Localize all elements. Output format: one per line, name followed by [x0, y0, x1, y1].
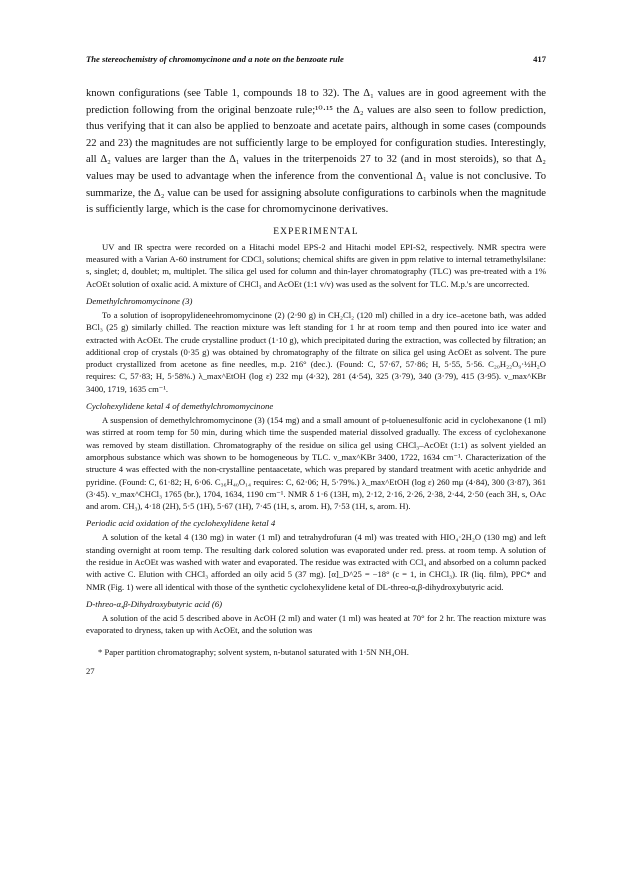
- intro-paragraph: known configurations (see Table 1, compounds 18 to 32). The Δ₁ values are in good agreement with the prediction following from the original benzoate rule;¹⁰·¹⁵ the Δ₂ values are also seen to follow prediction, thus verifying that it can also be applied to benzoate and acetate pairs, although in some cases (compounds 22 and 23) the magnitudes are not sufficiently large to be employed for configuration studies. Interestingly, all Δ₂ values are larger than the Δ₁ values in the triterpenoids 27 to 32 (and in most steroids), so that Δ₂ values may be used to advantage when the inference from the conventional Δ₁ value is not conclusive. To summarize, the Δ₂ value can be used for assigning absolute configurations to carbinols when the magnitude is sufficiently large, which is the case for chromomycinone derivatives.: [86, 88, 546, 216]
- section-body-demethylchromomycinone: To a solution of isopropylideneehromomycinone (2) (2·90 g) in CH₂Cl₂ (120 ml) chilled in a dry ice–acetone bath, was added BCl₃ (25 g) similarly chilled. The reaction mixture was left standing for 1 hr at room temp and then poured into ice water and extracted with AcOEt. The crude crystalline product (1·10 g), which precipitated during the extraction, was collected by filtration; an additional crop of crystals (0·35 g) was obtained by chromatography of the filtrate on silica gel using AcOEt as solvent. The pure product crystallized from acetone as fine needles, m.p. 216° (dec.). (Found: C, 57·67, 57·86; H, 5·55, 5·56. C₂₀H₂₂O₉·½H₂O requires: C, 57·83; H, 5·58%.) λ_max^EtOH (log ε) 232 mμ (4·32), 281 (4·54), 325 (3·79), 340 (3·79), 415 (3·95). ν_max^KBr 3400, 1719, 1635 cm⁻¹.: [86, 309, 546, 394]
- section-heading-cyclohexylidene-ketal: Cyclohexylidene ketal 4 of demethylchromomycinone: [86, 401, 274, 412]
- section-heading-dihydroxybutyric-acid: D-threo-α,β-Dihydroxybutyric acid (6): [86, 598, 223, 609]
- section-body-cyclohexylidene-ketal: A suspension of demethylchromomycinone (3) (154 mg) and a small amount of p-toluenesulfonic acid in cyclohexanone (1 ml) was stirred at room temp for 50 min, during which time the suspended material dissolved gradually. The excess of cyclohexanone was removed by steam distillation. Chromatography of the residue on silica gel using CHCl₃–AcOEt (1:1) as solvent yielded an amorphous substance which was shown to be homogeneous by TLC. ν_max^KBr 3400, 1722, 1634 cm⁻¹. Characterization of the structure 4 was effected with the non-crystalline pentaacetate, which was prepared by standard treatment with acetic anhydride and pyridine. (Found: C, 61·82; H, 6·06. C₃₆H₄₀O₁₄ requires: C, 62·06; H, 5·79%.) λ_max^EtOH (log ε) 260 mμ (4·84), 300 (3·87), 361 (3·45). ν_max^CHCl₃ 1765 (br.), 1704, 1634, 1190 cm⁻¹. NMR δ 1·6 (13H, m), 2·12, 2·16, 2·26, 2·38, 2·44, 2·50 (each 3H, s, OAc and arom. CH₃), 4·18 (2H), 5·5 (1H), 5·67 (1H), 7·45 (1H, s, arom. H), 7·53 (1H, s, arom. H).: [86, 415, 546, 512]
- running-header: [86, 54, 546, 64]
- section-body-periodic-oxidation: A solution of the ketal 4 (130 mg) in water (1 ml) and tetrahydrofuran (4 ml) was treated with HIO₄·2H₂O (130 mg) and left standing overnight at room temp. The resulting dark colored solution was evaporated under red. press. at room temp. A solution of the residue in AcOEt was washed with water and evaporated. The residue was extracted with CCl₄ and absorbed on a column packed with active C. Elution with CHCl₃ afforded an oily acid 5 (37 mg). [α]_D^25 = −18° (c = 1, in CHCl₃). IR (liq. film), PPC* and NMR (Fig. 1) were all identical with those of the synthetic cyclohexylidene ketal of DL-threo-α,β-dihydroxybutyric acid.: [86, 532, 546, 592]
- section-heading-periodic-oxidation: Periodic acid oxidation of the cyclohexylidene ketal 4: [86, 518, 276, 529]
- section-heading-demethylchromomycinone: Demethylchromomycinone (3): [86, 295, 193, 306]
- section-body-dihydroxybutyric-acid: A solution of the acid 5 described above in AcOH (2 ml) and water (1 ml) was heated at 70° for 2 hr. The reaction mixture was evaporated to dryness, taken up with AcOEt, and the solution was: [86, 612, 546, 636]
- page-number: 417: [533, 54, 546, 64]
- running-title: The stereochemistry of chromomycinone and a note on the benzoate rule: [86, 54, 344, 64]
- experimental-heading: EXPERIMENTAL: [273, 226, 359, 237]
- page-content: [86, 54, 546, 676]
- experimental-general: UV and IR spectra were recorded on a Hitachi model EPS-2 and Hitachi model EPI-S2, respectively. NMR spectra were measured with a Varian A-60 instrument for CDCl₃ solutions; chemical shifts are given in ppm relative to internal tetramethylsilane: s, singlet; d, doublet; m, multiplet. The silica gel used for column and thin-layer chromatography (TLC) was pre-treated with a 1% AcOEt solution of oxalic acid. A mixture of CHCl₃ and AcOEt (1:1 v/v) was used as the solvent for TLC. M.p.'s are uncorrected.: [86, 241, 546, 289]
- page-footer-number: 27: [86, 665, 95, 676]
- footnote: * Paper partition chromatography; solvent system, n-butanol saturated with 1·5N NH₄OH.: [98, 647, 409, 658]
